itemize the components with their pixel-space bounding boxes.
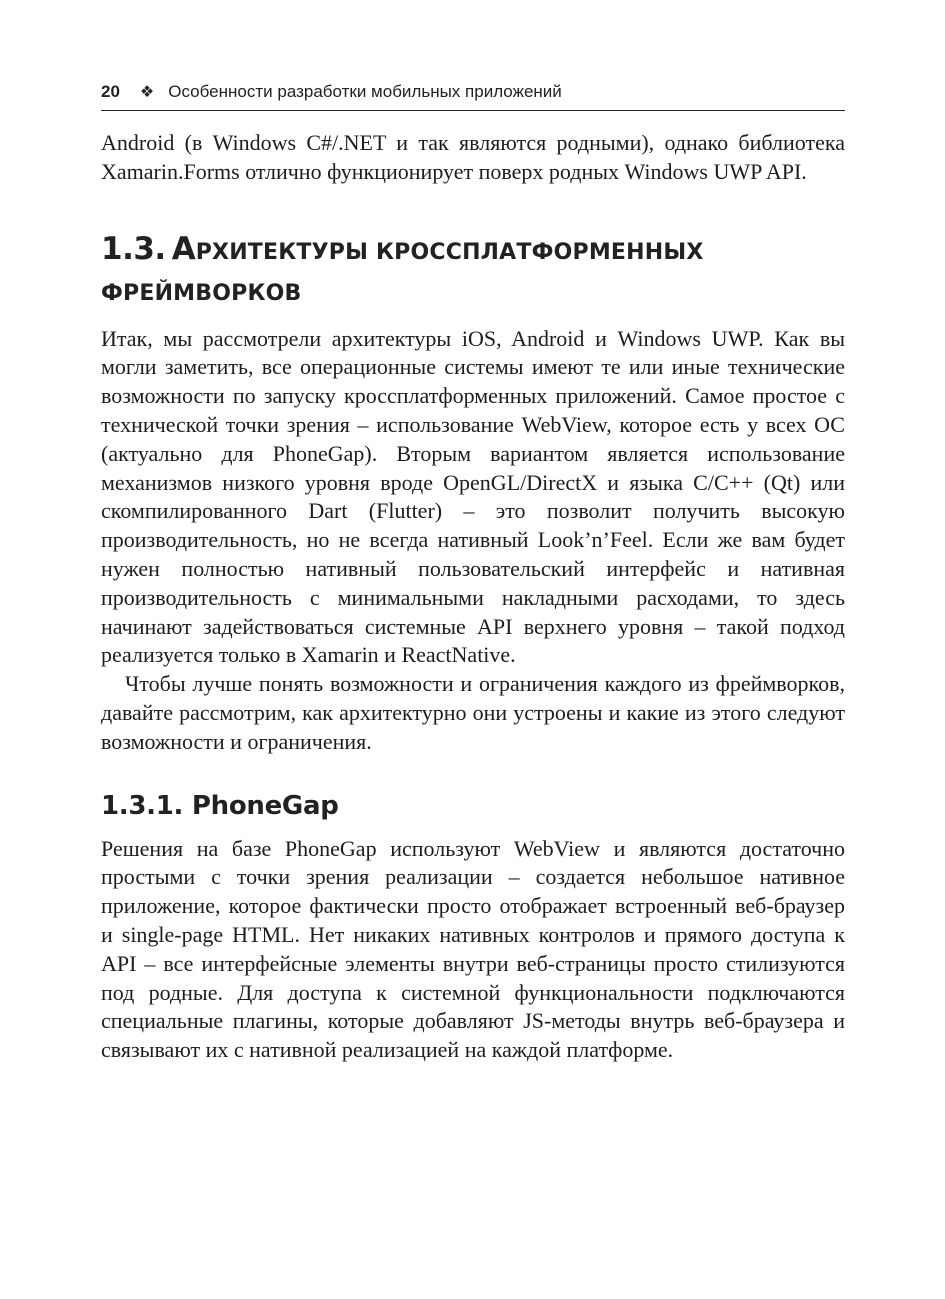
page-number: 20	[101, 82, 120, 101]
diamond-ornament-icon: ❖	[139, 84, 155, 101]
section-paragraph-1: Итак, мы рассмотрели архитектуры iOS, Android и Windows UWP. Как вы могли заметить, все операционные системы имеют те или иные технические возможности по запуску кроссплатформенных приложений. Самое простое с технической точки зрения – использование WebView, которое есть у всех ОС (актуально для PhoneGap). Вторым вариантом является использование механизмов низкого уровня вроде OpenGL/DirectX и языка C/C++ (Qt) или скомпилированного Dart (Flutter) – это позволит получить высокую производительность, но не всегда нативный Look’n’Feel. Если же вам будет нужен полностью нативный пользовательский интерфейс и нативная производительность с минимальными накладными расходами, то здесь начинают задействоваться системные API верхнего уровня – такой подход реализуется только в Xamarin и ReactNative.	[101, 325, 845, 668]
section-title-initial: А	[171, 230, 196, 267]
subsection-heading: 1.3.1. PhoneGap	[101, 790, 339, 821]
intro-paragraph: Android (в Windows C#/.NET и так являются родными), однако библиотека Xamarin.Forms отлично функционирует поверх родных Windows UWP API.	[101, 130, 845, 184]
book-page	[101, 82, 845, 1065]
section-paragraph-2: Чтобы лучше понять возможности и ограничения каждого из фреймворков, давайте рассмотрим, как архитектурно они устроены и какие из этого следуют возможности и ограничения.	[101, 671, 845, 754]
section-title-rest: РХИТЕКТУРЫ КРОССПЛАТФОРМЕННЫХ ФРЕЙМВОРКОВ	[101, 239, 704, 306]
running-header	[101, 82, 845, 111]
subsection-paragraph: Решения на базе PhoneGap используют WebView и являются достаточно простыми с точки зрения реализации – создается небольшое нативное приложение, которое фактически просто отображает встроенный веб-браузер и single-page HTML. Нет никаких нативных контролов и прямого доступа к API – все интерфейсные элементы внутри веб-страницы просто стилизуются под родные. Для доступа к системной функциональности подключаются специальные плагины, которые добавляют JS-методы внутрь веб-браузера и связывают их с нативной реализацией на каждой платформе.	[101, 835, 845, 1063]
section-heading	[101, 229, 845, 315]
section-number: 1.3.	[101, 230, 166, 267]
chapter-title: Особенности разработки мобильных приложений	[168, 82, 562, 101]
